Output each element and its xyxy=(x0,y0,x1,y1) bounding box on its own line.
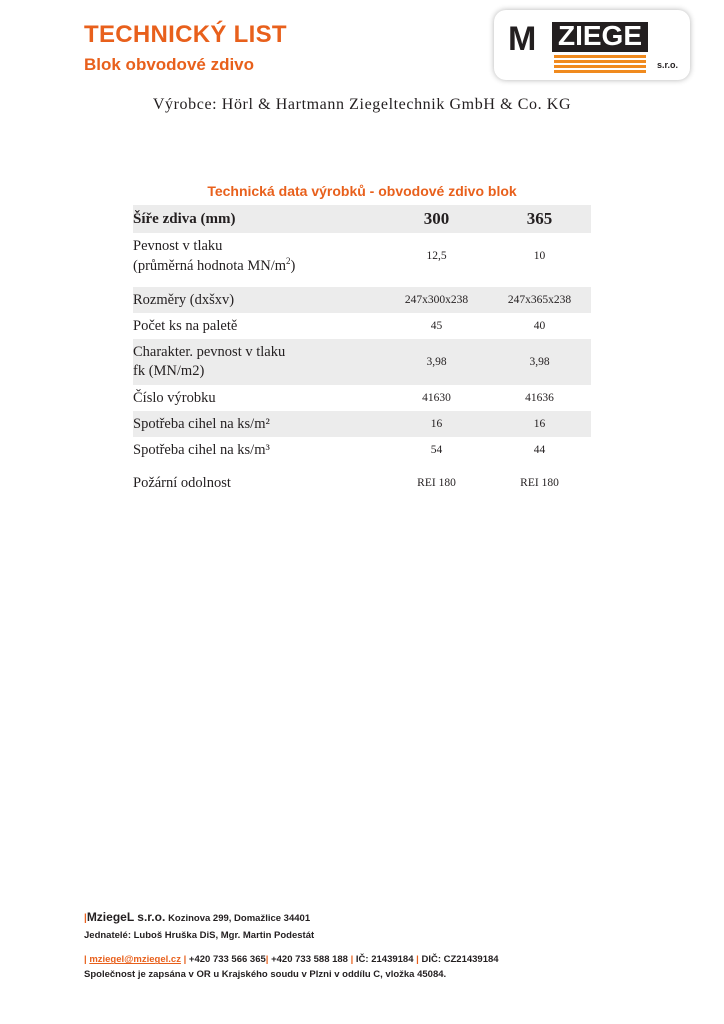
row-label-consumption-m3: Spotřeba cihel na ks/m³ xyxy=(133,442,270,459)
row-label-fire-resistance: Požární odolnost xyxy=(133,475,231,492)
table-row xyxy=(133,287,591,313)
row-value-col1: REI 180 xyxy=(417,477,456,490)
row-value-col1: 12,5 xyxy=(426,250,447,263)
row-label-line2: fk (MN/m2) xyxy=(133,362,205,379)
row-value-col1: 3,98 xyxy=(385,339,488,385)
document-footer xyxy=(84,908,644,983)
footer-bar-3: | xyxy=(265,954,269,966)
logo-sro-label: s.r.o. xyxy=(656,60,678,70)
logo-inner xyxy=(494,10,690,80)
footer-separator-3: | xyxy=(416,954,419,966)
table-header-row xyxy=(133,205,591,233)
footer-directors: Jednatelé: Luboš Hruška DiS, Mgr. Martin Podestát xyxy=(84,929,315,941)
row-label-line1: Charakter. pevnost v tlaku xyxy=(133,343,286,360)
table-row xyxy=(133,385,591,411)
table-header-col2: 365 xyxy=(488,205,591,233)
row-label-line1: Pevnost v tlaku xyxy=(133,238,223,254)
spec-table-wrapper xyxy=(133,183,591,496)
footer-dic: DIČ: CZ21439184 xyxy=(421,954,499,966)
row-value-col1: 247x300x238 xyxy=(385,287,488,313)
row-value-col1: 54 xyxy=(430,444,443,457)
row-label-line2-end: ) xyxy=(290,257,296,274)
footer-phone-1: +420 733 566 365 xyxy=(188,954,266,966)
row-value-col2: 247x365x238 xyxy=(488,287,591,313)
table-row xyxy=(133,339,591,385)
table-row xyxy=(133,233,591,280)
footer-company-line xyxy=(84,908,644,927)
specification-table xyxy=(133,205,591,496)
row-label-product-number: Číslo výrobku xyxy=(133,389,216,406)
row-value-col1: 41630 xyxy=(422,391,451,404)
row-value-col2: 10 xyxy=(533,250,546,263)
logo-letter-m: M xyxy=(508,20,536,58)
table-row xyxy=(133,470,591,496)
footer-registration: Společnost je zapsána v OR u Krajského soudu v Plzni v oddílu C, vložka 45084. xyxy=(84,969,447,981)
logo-brick-bars-icon xyxy=(554,55,646,69)
row-value-col2: 40 xyxy=(533,319,546,332)
footer-separator-1: | xyxy=(183,954,187,966)
table-row xyxy=(133,313,591,339)
footer-company-name: MziegeL s.r.o. xyxy=(86,910,166,924)
company-logo xyxy=(494,10,690,80)
table-row xyxy=(133,411,591,437)
document-header xyxy=(0,0,724,92)
table-row xyxy=(133,437,591,463)
table-title: Technická data výrobků - obvodové zdivo blok xyxy=(207,183,517,199)
row-label-consumption-m2: Spotřeba cihel na ks/m² xyxy=(133,411,385,437)
row-label-compressive-strength xyxy=(133,233,385,280)
row-value-col1: 45 xyxy=(430,319,443,332)
row-value-col2: REI 180 xyxy=(520,477,559,490)
row-value-col2: 16 xyxy=(488,411,591,437)
row-value-col2: 41636 xyxy=(525,391,554,404)
page-subtitle: Blok obvodové zdivo xyxy=(84,55,255,74)
footer-address: Kozinova 299, Domažlice 34401 xyxy=(168,913,311,924)
row-label-dimensions: Rozměry (dxšxv) xyxy=(133,287,385,313)
page-title: TECHNICKÝ LIST xyxy=(84,21,287,48)
footer-bar-2: | xyxy=(84,954,87,966)
logo-wordmark: ZIEGE xyxy=(557,20,642,51)
footer-bar-1: | xyxy=(84,913,87,924)
footer-contact-line xyxy=(84,953,644,968)
producer-line: Výrobce: Hörl & Hartmann Ziegeltechnik GmbH & Co. KG xyxy=(152,96,572,113)
footer-phone-2: +420 733 588 188 xyxy=(271,954,348,966)
row-label-pieces-per-pallet: Počet ks na paletě xyxy=(133,317,238,334)
row-label-characteristic-strength xyxy=(133,339,385,385)
row-value-col1: 16 xyxy=(385,411,488,437)
footer-email-link[interactable]: mziegel@mziegel.cz xyxy=(89,954,181,966)
table-header-col1: 300 xyxy=(385,205,488,233)
row-label-line2: (průměrná hodnota MN/m xyxy=(133,257,287,274)
row-value-col2: 44 xyxy=(533,444,546,457)
row-label-sup: 2 xyxy=(286,255,291,266)
table-header-label: Šíře zdiva (mm) xyxy=(133,205,385,233)
footer-ico: IČ: 21439184 xyxy=(355,954,414,966)
row-value-col2: 3,98 xyxy=(488,339,591,385)
table-spacer xyxy=(133,463,591,470)
footer-separator-2: | xyxy=(350,954,354,966)
table-spacer xyxy=(133,280,591,287)
